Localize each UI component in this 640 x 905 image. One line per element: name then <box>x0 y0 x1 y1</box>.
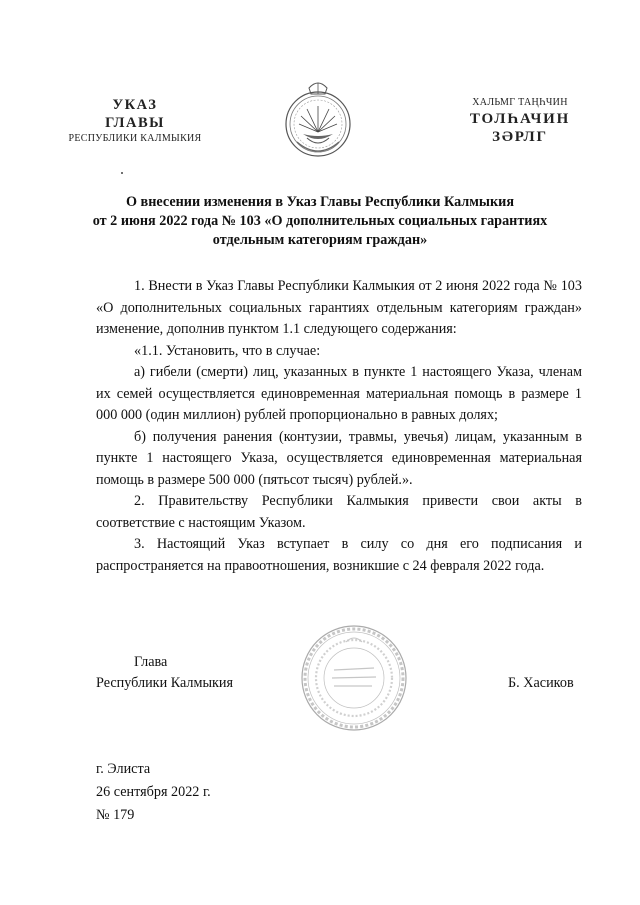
header-left-block <box>50 96 220 146</box>
decree-title-line-3: отдельным категориям граждан» <box>212 232 428 248</box>
decree-title-line-1: О внесении изменения в Указ Главы Республики Калмыкия <box>125 194 515 210</box>
signatory-title-line-2: Республики Калмыкия <box>96 675 234 691</box>
paragraph-2: 2. Правительству Республики Калмыкия привести свои акты в соответствие с настоящим Указом. <box>96 493 582 531</box>
issue-city: г. Элиста <box>96 761 151 777</box>
header-left-line-2: ГЛАВЫ <box>105 115 165 131</box>
official-seal-icon <box>300 624 408 732</box>
decree-body <box>96 276 582 577</box>
issue-date: 26 сентября 2022 г. <box>96 784 211 800</box>
header-left-line-1: УКАЗ <box>112 97 158 113</box>
paragraph-1: 1. Внести в Указ Главы Республики Калмыкия от 2 июня 2022 года № 103 «О дополнительных социальных гарантиях отдельным категориям граждан» изменение, дополнив пунктом 1.1 следующего содержания: <box>96 278 582 337</box>
coat-of-arms-icon <box>283 80 353 162</box>
decree-title <box>80 193 560 250</box>
header-right-block <box>440 96 600 146</box>
signatory-title <box>96 652 233 694</box>
speck-mark <box>121 172 123 174</box>
paragraph-b: б) получения ранения (контузии, травмы, увечья) лицам, указанным в пункте 1 настоящего Указа, осуществляется единовременная материальная помощь в размере 500 000 (пятьсот тысяч) рублей.». <box>96 428 582 488</box>
paragraph-a: а) гибели (смерти) лиц, указанных в пункте 1 настоящего Указа, членам их семей осуществляется единовременная материальная помощь в размере 1 000 000 (один миллион) рублей пропорционально в равных долях; <box>96 364 582 423</box>
signatory-name: Б. Хасиков <box>508 675 574 691</box>
signatory-title-line-1: Глава <box>134 654 168 670</box>
decree-number: № 179 <box>96 807 135 823</box>
header-right-line-2: ТОЛҺАЧИН <box>469 111 571 127</box>
header-right-line-1: ХАЛЬМГ ТАҢҺЧИН <box>472 97 568 108</box>
decree-title-line-2: от 2 июня 2022 года № 103 «О дополнительных социальных гарантиях <box>92 213 548 229</box>
paragraph-3: 3. Настоящий Указ вступает в силу со дня его подписания и распространяется на правоотношения, возникшие с 24 февраля 2022 года. <box>96 536 582 574</box>
header-right-line-3: ЗӘРЛГ <box>492 129 548 145</box>
decree-footer <box>96 758 211 827</box>
paragraph-1-1: «1.1. Установить, что в случае: <box>134 342 321 359</box>
header-left-line-3: РЕСПУБЛИКИ КАЛМЫКИЯ <box>68 133 202 144</box>
